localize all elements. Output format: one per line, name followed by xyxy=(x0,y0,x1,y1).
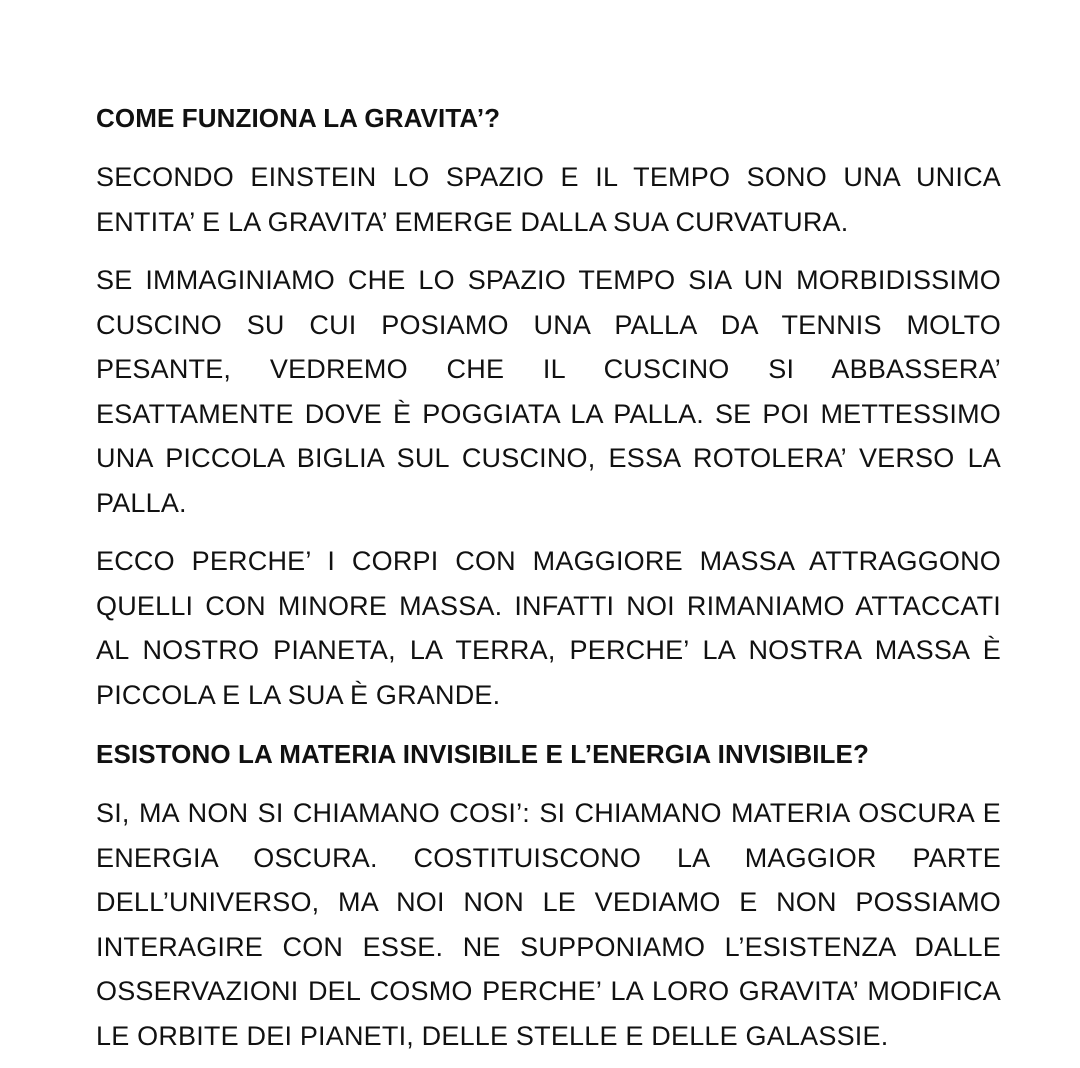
paragraph-mass: ECCO PERCHE’ I CORPI CON MAGGIORE MASSA ATTRAGGONO QUELLI CON MINORE MASSA. INFATTI NOI RIMANIAMO ATTACCATI AL NOSTRO PIANETA, LA TERRA, PERCHE’ LA NOSTRA MASSA È PICCOLA E LA SUA È GRANDE. xyxy=(96,546,1001,710)
paragraph-dark-matter: SI, MA NON SI CHIAMANO COSI’: SI CHIAMANO MATERIA OSCURA E ENERGIA OSCURA. COSTITUISCONO LA MAGGIOR PARTE DELL’UNIVERSO, MA NOI NON LE VEDIAMO E NON POSSIAMO INTERAGIRE CON ESSE. NE SUPPONIAMO L’ESISTENZA DALLE OSSERVAZIONI DEL COSMO PERCHE’ LA LORO GRAVITA’ MODIFICA LE ORBITE DEI PIANETI, DELLE STELLE E DELLE GALASSIE. xyxy=(96,798,1001,1051)
document-page xyxy=(96,95,1001,1058)
heading-dark-matter: ESISTONO LA MATERIA INVISIBILE E L’ENERGIA INVISIBILE? xyxy=(96,739,869,769)
paragraph-cushion: SE IMMAGINIAMO CHE LO SPAZIO TEMPO SIA UN MORBIDISSIMO CUSCINO SU CUI POSIAMO UNA PALLA DA TENNIS MOLTO PESANTE, VEDREMO CHE IL CUSCINO SI ABBASSERA’ ESATTAMENTE DOVE È POGGIATA LA PALLA. SE POI METTESSIMO UNA PICCOLA BIGLIA SUL CUSCINO, ESSA ROTOLERA’ VERSO LA PALLA. xyxy=(96,265,1001,518)
heading-gravity: COME FUNZIONA LA GRAVITA’? xyxy=(96,103,501,133)
paragraph-einstein: SECONDO EINSTEIN LO SPAZIO E IL TEMPO SONO UNA UNICA ENTITA’ E LA GRAVITA’ EMERGE DALLA SUA CURVATURA. xyxy=(96,162,1001,237)
